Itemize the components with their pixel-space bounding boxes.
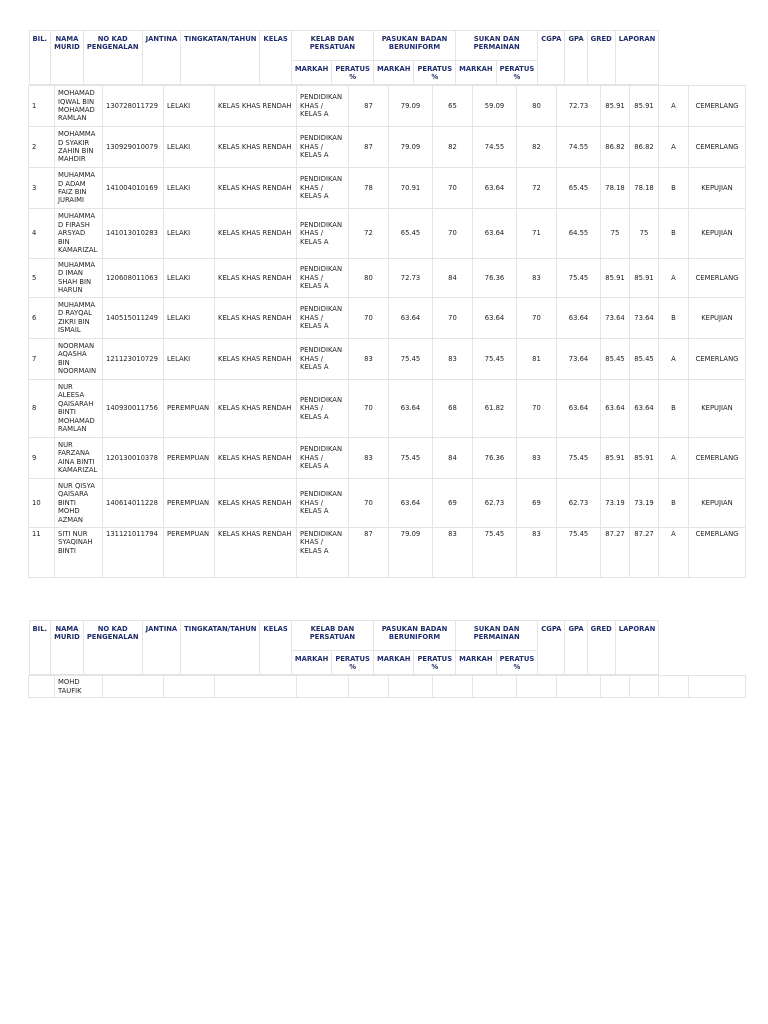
- cell-jantina: PEREMPUAN: [164, 437, 215, 478]
- cell-pasukan-markah: 70: [433, 209, 473, 259]
- cell-sukan-peratus: 75.45: [557, 259, 601, 298]
- cell-tingkatan: [215, 676, 297, 698]
- cell-kelab-peratus: 70.91: [389, 168, 433, 209]
- cell-gpa: 73.64: [630, 297, 659, 338]
- header-kad: NO KAD PENGENALAN: [83, 31, 142, 85]
- cell-pasukan-peratus: 76.36: [473, 437, 517, 478]
- cell-kad: 120608011063: [103, 259, 164, 298]
- cell-gred: A: [659, 86, 689, 127]
- cell-pasukan-peratus: 61.82: [473, 379, 517, 437]
- cell-sukan-peratus: [557, 676, 601, 698]
- cell-kelab-peratus: 65.45: [389, 209, 433, 259]
- header-sukan: SUKAN DAN PERMAINAN: [456, 621, 538, 651]
- cell-kelab-markah: 87: [349, 127, 389, 168]
- cell-pasukan-peratus: 62.73: [473, 478, 517, 527]
- cell-gpa: 75: [630, 209, 659, 259]
- table-row: [29, 168, 746, 209]
- cell-gpa: 63.64: [630, 379, 659, 437]
- cell-kelas: PENDIDIKAN KHAS / KELAS A: [297, 86, 349, 127]
- cell-pasukan-peratus: 59.09: [473, 86, 517, 127]
- cell-cgpa: 85.45: [601, 338, 630, 379]
- cell-kelab-peratus: 72.73: [389, 259, 433, 298]
- cell-nama: SITI NUR SYAQINAH BINTI: [55, 527, 103, 577]
- cell-pasukan-peratus: 63.64: [473, 297, 517, 338]
- cell-jantina: PEREMPUAN: [164, 379, 215, 437]
- cell-kelab-markah: 83: [349, 437, 389, 478]
- cell-kelab-markah: 70: [349, 478, 389, 527]
- cell-kelab-peratus: 75.45: [389, 437, 433, 478]
- cell-gred: [659, 676, 689, 698]
- cell-nama: MUHAMMAD ADAM FAIZ BIN JURAIMI: [55, 168, 103, 209]
- header-bil: BIL.: [29, 31, 51, 85]
- cell-tingkatan: KELAS KHAS RENDAH: [215, 478, 297, 527]
- cell-kad: 130728011729: [103, 86, 164, 127]
- cell-pasukan-markah: 68: [433, 379, 473, 437]
- cell-gred: A: [659, 437, 689, 478]
- cell-pasukan-markah: 65: [433, 86, 473, 127]
- cell-laporan: CEMERLANG: [689, 527, 746, 577]
- cell-sukan-markah: 70: [517, 379, 557, 437]
- cell-laporan: CEMERLANG: [689, 437, 746, 478]
- cell-sukan-markah: 80: [517, 86, 557, 127]
- cell-cgpa: 75: [601, 209, 630, 259]
- header-nama: NAMA MURID: [51, 31, 84, 85]
- cell-gpa: 78.18: [630, 168, 659, 209]
- cell-cgpa: 87.27: [601, 527, 630, 577]
- cell-tingkatan: KELAS KHAS RENDAH: [215, 379, 297, 437]
- cell-bil: 9: [29, 437, 55, 478]
- cell-pasukan-markah: 70: [433, 168, 473, 209]
- cell-nama: NUR QISYA QAISARA BINTI MOHD AZMAN: [55, 478, 103, 527]
- cell-kelab-markah: 87: [349, 86, 389, 127]
- cell-pasukan-peratus: 63.64: [473, 168, 517, 209]
- cell-tingkatan: KELAS KHAS RENDAH: [215, 437, 297, 478]
- cell-jantina: LELAKI: [164, 297, 215, 338]
- cell-kelas: PENDIDIKAN KHAS / KELAS A: [297, 297, 349, 338]
- cell-pasukan-peratus: 63.64: [473, 209, 517, 259]
- cell-nama: NUR ALEESA QAISARAH BINTI MOHAMAD RAMLAN: [55, 379, 103, 437]
- cell-kelas: PENDIDIKAN KHAS / KELAS A: [297, 478, 349, 527]
- cell-kelab-markah: 80: [349, 259, 389, 298]
- cell-pasukan-peratus: 75.45: [473, 527, 517, 577]
- cell-gpa: 85.91: [630, 437, 659, 478]
- header-laporan: LAPORAN: [615, 621, 659, 675]
- cell-gred: B: [659, 379, 689, 437]
- header-pasukan: PASUKAN BADAN BERUNIFORM: [373, 621, 455, 651]
- cell-kelab-markah: 70: [349, 379, 389, 437]
- cell-sukan-markah: 72: [517, 168, 557, 209]
- cell-sukan-peratus: 75.45: [557, 527, 601, 577]
- cell-bil: 7: [29, 338, 55, 379]
- header-sukan-peratus: PERATUS %: [496, 651, 538, 675]
- cell-sukan-peratus: 64.55: [557, 209, 601, 259]
- cell-nama: NUR FARZANA AINA BINTI KAMARIZAL: [55, 437, 103, 478]
- cell-nama: MUHAMMAD FIRASH ARSYAD BIN KAMARIZAL: [55, 209, 103, 259]
- cell-sukan-markah: 83: [517, 259, 557, 298]
- cell-sukan-peratus: 65.45: [557, 168, 601, 209]
- cell-tingkatan: KELAS KHAS RENDAH: [215, 297, 297, 338]
- cell-pasukan-markah: 84: [433, 437, 473, 478]
- cell-sukan-markah: 82: [517, 127, 557, 168]
- cell-laporan: [689, 676, 746, 698]
- header-kelas: KELAS: [260, 31, 291, 85]
- cell-kelas: [297, 676, 349, 698]
- cell-bil: 8: [29, 379, 55, 437]
- cell-gred: B: [659, 168, 689, 209]
- cell-kelas: PENDIDIKAN KHAS / KELAS A: [297, 379, 349, 437]
- cell-cgpa: 63.64: [601, 379, 630, 437]
- header-jantina: JANTINA: [142, 621, 181, 675]
- cell-tingkatan: KELAS KHAS RENDAH: [215, 168, 297, 209]
- cell-kad: [103, 676, 164, 698]
- cell-kelas: PENDIDIKAN KHAS / KELAS A: [297, 209, 349, 259]
- table-row: [29, 676, 746, 698]
- cell-kelas: PENDIDIKAN KHAS / KELAS A: [297, 259, 349, 298]
- cell-gred: B: [659, 297, 689, 338]
- cell-cgpa: 85.91: [601, 437, 630, 478]
- header-jantina: JANTINA: [142, 31, 181, 85]
- header-cgpa: CGPA: [538, 31, 565, 85]
- cell-kelas: PENDIDIKAN KHAS / KELAS A: [297, 437, 349, 478]
- cell-gpa: 85.91: [630, 259, 659, 298]
- cell-bil: 4: [29, 209, 55, 259]
- cell-kad: 131121011794: [103, 527, 164, 577]
- cell-kad: 140614011228: [103, 478, 164, 527]
- cell-kelab-markah: 87: [349, 527, 389, 577]
- cell-jantina: [164, 676, 215, 698]
- cell-tingkatan: KELAS KHAS RENDAH: [215, 209, 297, 259]
- cell-jantina: LELAKI: [164, 127, 215, 168]
- cell-bil: 3: [29, 168, 55, 209]
- table-row: [29, 209, 746, 259]
- cell-cgpa: 73.19: [601, 478, 630, 527]
- cell-sukan-peratus: 62.73: [557, 478, 601, 527]
- cell-gred: A: [659, 259, 689, 298]
- cell-jantina: LELAKI: [164, 338, 215, 379]
- cell-sukan-peratus: 72.73: [557, 86, 601, 127]
- cell-pasukan-peratus: 74.55: [473, 127, 517, 168]
- cell-kelas: PENDIDIKAN KHAS / KELAS A: [297, 527, 349, 577]
- cell-jantina: LELAKI: [164, 86, 215, 127]
- cell-kelab-markah: 83: [349, 338, 389, 379]
- cell-kelab-peratus: 79.09: [389, 127, 433, 168]
- table-row: [29, 338, 746, 379]
- cell-bil: 10: [29, 478, 55, 527]
- cell-laporan: CEMERLANG: [689, 259, 746, 298]
- cell-sukan-markah: 69: [517, 478, 557, 527]
- cell-kad: 140930011756: [103, 379, 164, 437]
- cell-nama: MUHAMMAD IMAN SHAH BIN HARUN: [55, 259, 103, 298]
- cell-pasukan-markah: 69: [433, 478, 473, 527]
- cell-pasukan-markah: 70: [433, 297, 473, 338]
- cell-tingkatan: KELAS KHAS RENDAH: [215, 127, 297, 168]
- cell-kelas: PENDIDIKAN KHAS / KELAS A: [297, 338, 349, 379]
- cell-kelas: PENDIDIKAN KHAS / KELAS A: [297, 168, 349, 209]
- header-kelab-markah: MARKAH: [291, 651, 331, 675]
- cell-kad: 141013010283: [103, 209, 164, 259]
- header-gred: GRED: [587, 31, 615, 85]
- cell-kad: 140515011249: [103, 297, 164, 338]
- cell-laporan: CEMERLANG: [689, 338, 746, 379]
- cell-pasukan-markah: 82: [433, 127, 473, 168]
- cell-jantina: LELAKI: [164, 259, 215, 298]
- cell-cgpa: 85.91: [601, 86, 630, 127]
- cell-tingkatan: KELAS KHAS RENDAH: [215, 527, 297, 577]
- cell-kelab-markah: [349, 676, 389, 698]
- cell-gpa: 85.91: [630, 86, 659, 127]
- cell-laporan: KEPUJIAN: [689, 379, 746, 437]
- cell-cgpa: [601, 676, 630, 698]
- cell-sukan-peratus: 73.64: [557, 338, 601, 379]
- cell-sukan-markah: 81: [517, 338, 557, 379]
- cell-kelab-markah: 70: [349, 297, 389, 338]
- cell-kad: 120130010378: [103, 437, 164, 478]
- header-gred: GRED: [587, 621, 615, 675]
- table-row: [29, 527, 746, 577]
- cell-kelab-markah: 72: [349, 209, 389, 259]
- cell-bil: 11: [29, 527, 55, 577]
- cell-kelab-peratus: 79.09: [389, 86, 433, 127]
- cell-jantina: LELAKI: [164, 209, 215, 259]
- cell-gpa: 87.27: [630, 527, 659, 577]
- table-row: [29, 379, 746, 437]
- header-pasukan-markah: MARKAH: [373, 61, 413, 85]
- header-sukan: SUKAN DAN PERMAINAN: [456, 31, 538, 61]
- cell-nama: MOHAMAD IQWAL BIN MOHAMAD RAMLAN: [55, 86, 103, 127]
- cell-cgpa: 85.91: [601, 259, 630, 298]
- table-row: [29, 297, 746, 338]
- header-cgpa: CGPA: [538, 621, 565, 675]
- cell-jantina: PEREMPUAN: [164, 478, 215, 527]
- header-kelas: KELAS: [260, 621, 291, 675]
- cell-laporan: KEPUJIAN: [689, 168, 746, 209]
- cell-sukan-peratus: 63.64: [557, 379, 601, 437]
- cell-sukan-peratus: 75.45: [557, 437, 601, 478]
- header-bil: BIL.: [29, 621, 51, 675]
- header-pasukan-markah: MARKAH: [373, 651, 413, 675]
- cell-gred: B: [659, 209, 689, 259]
- header-kelab: KELAB DAN PERSATUAN: [291, 621, 373, 651]
- grade-table-page-2: [28, 620, 746, 698]
- cell-bil: 5: [29, 259, 55, 298]
- table-row: [29, 259, 746, 298]
- cell-kelab-peratus: 63.64: [389, 478, 433, 527]
- cell-kelab-peratus: 79.09: [389, 527, 433, 577]
- cell-bil: 2: [29, 127, 55, 168]
- cell-sukan-markah: 70: [517, 297, 557, 338]
- cell-nama: MOHAMMAD SYAKIR ZAHIN BIN MAHDIR: [55, 127, 103, 168]
- header-tingkatan: TINGKATAN/TAHUN: [181, 621, 260, 675]
- cell-tingkatan: KELAS KHAS RENDAH: [215, 86, 297, 127]
- cell-nama: NOORMAN AQASHA BIN NOORMAIN: [55, 338, 103, 379]
- header-kelab-peratus: PERATUS %: [332, 61, 374, 85]
- cell-jantina: PEREMPUAN: [164, 527, 215, 577]
- table-row: [29, 478, 746, 527]
- table-row: [29, 86, 746, 127]
- cell-laporan: KEPUJIAN: [689, 297, 746, 338]
- cell-laporan: KEPUJIAN: [689, 478, 746, 527]
- cell-pasukan-markah: 83: [433, 338, 473, 379]
- cell-gred: A: [659, 527, 689, 577]
- cell-pasukan-markah: 84: [433, 259, 473, 298]
- cell-pasukan-peratus: 76.36: [473, 259, 517, 298]
- cell-bil: [29, 676, 55, 698]
- cell-laporan: CEMERLANG: [689, 127, 746, 168]
- cell-pasukan-markah: 83: [433, 527, 473, 577]
- header-gpa: GPA: [565, 31, 587, 85]
- grade-table-page-1: [28, 30, 746, 578]
- cell-kelab-peratus: [389, 676, 433, 698]
- cell-sukan-markah: 83: [517, 527, 557, 577]
- header-sukan-peratus: PERATUS %: [496, 61, 538, 85]
- cell-sukan-peratus: 63.64: [557, 297, 601, 338]
- header-pasukan-peratus: PERATUS %: [414, 651, 456, 675]
- cell-pasukan-peratus: 75.45: [473, 338, 517, 379]
- header-nama: NAMA MURID: [51, 621, 84, 675]
- cell-bil: 6: [29, 297, 55, 338]
- cell-sukan-markah: 83: [517, 437, 557, 478]
- header-kad: NO KAD PENGENALAN: [83, 621, 142, 675]
- cell-gpa: 86.82: [630, 127, 659, 168]
- cell-laporan: KEPUJIAN: [689, 209, 746, 259]
- cell-kad: 141004010169: [103, 168, 164, 209]
- cell-gpa: 85.45: [630, 338, 659, 379]
- table-row: [29, 127, 746, 168]
- cell-tingkatan: KELAS KHAS RENDAH: [215, 259, 297, 298]
- cell-sukan-peratus: 74.55: [557, 127, 601, 168]
- header-gpa: GPA: [565, 621, 587, 675]
- cell-kelas: PENDIDIKAN KHAS / KELAS A: [297, 127, 349, 168]
- cell-pasukan-markah: [433, 676, 473, 698]
- header-sukan-markah: MARKAH: [456, 61, 496, 85]
- cell-cgpa: 73.64: [601, 297, 630, 338]
- header-laporan: LAPORAN: [615, 31, 659, 85]
- cell-gred: A: [659, 127, 689, 168]
- cell-nama: MOHD TAUFIK: [55, 676, 103, 698]
- cell-cgpa: 86.82: [601, 127, 630, 168]
- cell-cgpa: 78.18: [601, 168, 630, 209]
- table-row: [29, 437, 746, 478]
- cell-gpa: 73.19: [630, 478, 659, 527]
- cell-gpa: [630, 676, 659, 698]
- header-pasukan-peratus: PERATUS %: [414, 61, 456, 85]
- cell-tingkatan: KELAS KHAS RENDAH: [215, 338, 297, 379]
- header-kelab-peratus: PERATUS %: [332, 651, 374, 675]
- header-pasukan: PASUKAN BADAN BERUNIFORM: [373, 31, 455, 61]
- header-sukan-markah: MARKAH: [456, 651, 496, 675]
- cell-sukan-markah: [517, 676, 557, 698]
- cell-kelab-peratus: 63.64: [389, 297, 433, 338]
- cell-sukan-markah: 71: [517, 209, 557, 259]
- cell-bil: 1: [29, 86, 55, 127]
- cell-jantina: LELAKI: [164, 168, 215, 209]
- cell-gred: B: [659, 478, 689, 527]
- cell-pasukan-peratus: [473, 676, 517, 698]
- header-kelab-markah: MARKAH: [291, 61, 331, 85]
- cell-kelab-peratus: 75.45: [389, 338, 433, 379]
- cell-kad: 121123010729: [103, 338, 164, 379]
- cell-kelab-markah: 78: [349, 168, 389, 209]
- cell-gred: A: [659, 338, 689, 379]
- cell-nama: MUHAMMAD RAYQAL ZIKRI BIN ISMAIL: [55, 297, 103, 338]
- cell-kelab-peratus: 63.64: [389, 379, 433, 437]
- header-tingkatan: TINGKATAN/TAHUN: [181, 31, 260, 85]
- header-kelab: KELAB DAN PERSATUAN: [291, 31, 373, 61]
- cell-kad: 130929010079: [103, 127, 164, 168]
- cell-laporan: CEMERLANG: [689, 86, 746, 127]
